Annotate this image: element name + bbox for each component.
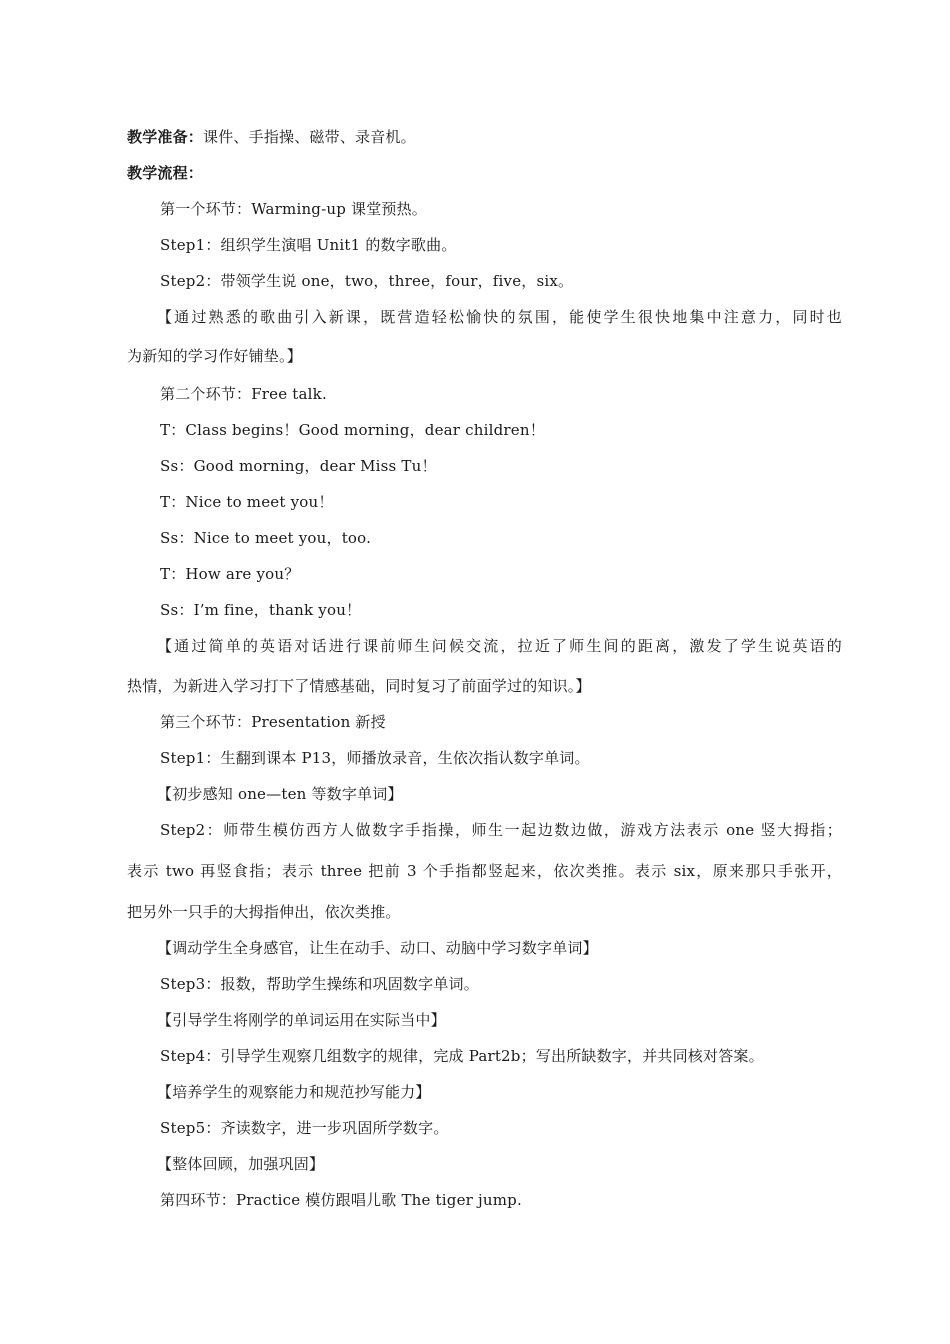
teaching-prep-label: 教学准备：: [127, 128, 204, 146]
section-3-note-4: 【培养学生的观察能力和规范抄写能力】: [157, 1083, 431, 1101]
teaching-prep-line: [127, 127, 842, 147]
section-3-title: 第三个环节：Presentation 新授: [160, 713, 386, 731]
section-3-note-1: 【初步感知 one—ten 等数字单词】: [157, 785, 403, 803]
section-1-step2: Step2：带领学生说 one，two，three，four，five，six。: [160, 272, 574, 290]
section-3-note-5: 【整体回顾，加强巩固】: [157, 1155, 325, 1173]
section-3-note-3: 【引导学生将刚学的单词运用在实际当中】: [157, 1011, 446, 1029]
section-3-step2-line1: Step2：师带生模仿西方人做数字手指操，师生一起边数边做，游戏方法表示 one 竖大拇指；: [160, 821, 842, 839]
section-1-note-line2: 为新知的学习作好铺垫。】: [127, 347, 302, 365]
section-3-step1: Step1：生翻到课本 P13，师播放录音，生依次指认数字单词。: [160, 749, 590, 767]
section-3-note-2: 【调动学生全身感官，让生在动手、动口、动脑中学习数字单词】: [157, 939, 598, 957]
section-1-note-line1: 【通过熟悉的歌曲引入新课，既营造轻松愉快的氛围，能使学生很快地集中注意力，同时也: [157, 308, 842, 326]
dialogue-line-3: T：Nice to meet you！: [160, 493, 334, 511]
dialogue-line-4: Ss：Nice to meet you，too.: [160, 529, 372, 547]
dialogue-line-6: Ss：I’m fine，thank you！: [160, 601, 362, 619]
section-2-title: 第二个环节：Free talk.: [160, 385, 327, 403]
section-4-title: 第四环节：Practice 模仿跟唱儿歌 The tiger jump.: [160, 1191, 522, 1209]
section-3-step2-line3: 把另外一只手的大拇指伸出，依次类推。: [127, 903, 401, 921]
section-1-step1: Step1：组织学生演唱 Unit1 的数字歌曲。: [160, 236, 457, 254]
section-3-step2-line2: 表示 two 再竖食指；表示 three 把前 3 个手指都竖起来，依次类推。表示 six，原来那只手张开，: [127, 862, 842, 880]
section-2-note-line1: 【通过简单的英语对话进行课前师生问候交流，拉近了师生间的距离，激发了学生说英语的: [157, 637, 842, 655]
section-3-step3: Step3：报数，帮助学生操练和巩固数字单词。: [160, 975, 479, 993]
section-3-step4: Step4：引导学生观察几组数字的规律，完成 Part2b；写出所缺数字，并共同核对答案。: [160, 1047, 764, 1065]
dialogue-line-5: T：How are you？: [160, 565, 300, 583]
dialogue-line-2: Ss：Good morning，dear Miss Tu！: [160, 457, 437, 475]
section-3-step5: Step5：齐读数字，进一步巩固所学数字。: [160, 1119, 449, 1137]
dialogue-line-1: T：Class begins！Good morning，dear children！: [160, 421, 545, 439]
teaching-flow-heading: 教学流程：: [127, 164, 204, 182]
section-2-note-line2: 热情，为新进入学习打下了情感基础，同时复习了前面学过的知识。】: [127, 677, 591, 695]
section-1-title: 第一个环节：Warming-up 课堂预热。: [160, 200, 428, 218]
teaching-prep-text: 课件、手指操、磁带、录音机。: [203, 128, 416, 146]
